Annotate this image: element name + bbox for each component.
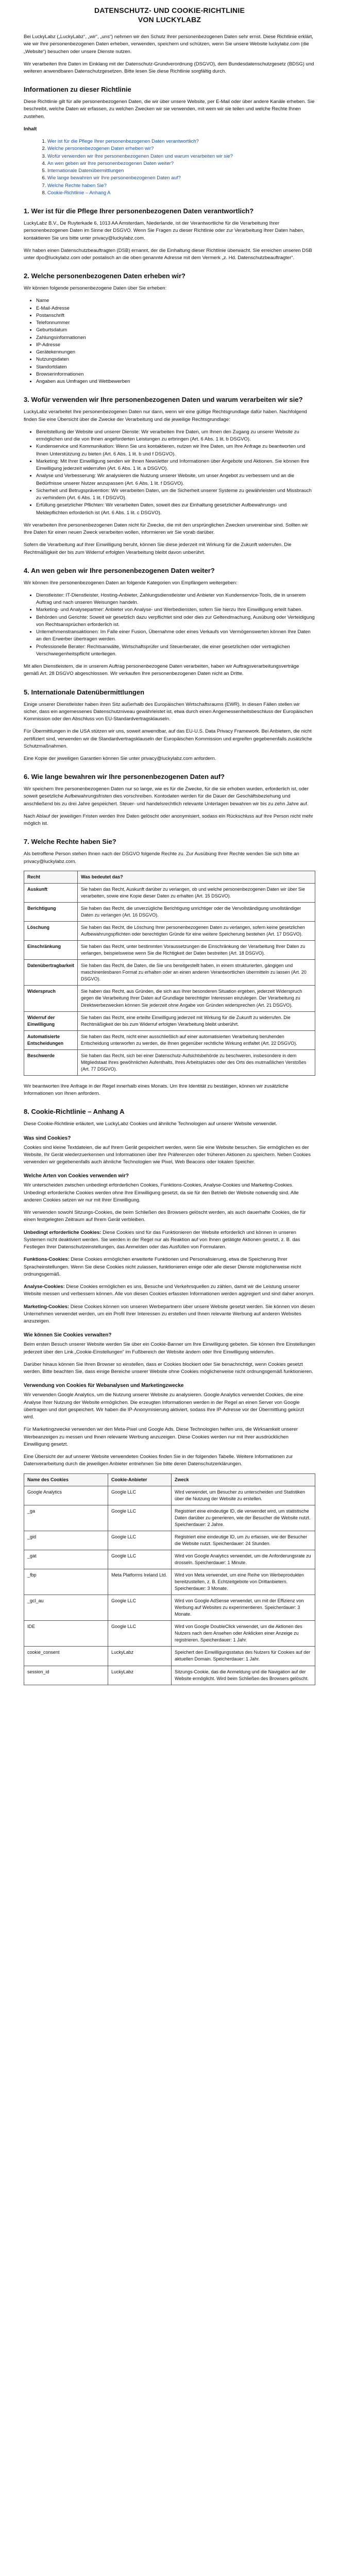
table-row bbox=[24, 986, 315, 1011]
section-4-text-2: Mit allen Dienstleistern, die in unserem Auftrag personenbezogene Daten verarbeiten, haben wir Auftragsverarbeitungsverträge gemäß Art. 28 DSGVO abgeschlossen. Wir verkaufen Ihre personenbezogenen Daten nicht an Dritte. bbox=[24, 664, 299, 677]
right-description: Sie haben das Recht, sich bei einer Datenschutz-Aufsichtsbehörde zu beschweren, insbesondere in dem Mitgliedstaat Ihres gewöhnlichen Aufenthalts, Ihres Arbeitsplatzes oder des Orts des mutmaßlichen Verstoßes (Art. 77 DSGVO). bbox=[78, 1049, 315, 1075]
cookie-tech-text-2: Für Marketingzwecke verwenden wir den Meta-Pixel und Google Ads. Diese Technologien helfen uns, die Wirksamkeit unserer Werbeanzeigen zu messen und Ihnen relevante Werbung anzuzeigen. Diese Cookies werden nur mit Ihrer ausdrücklichen Einwilligung gesetzt. bbox=[24, 1427, 298, 1447]
section-4-text: Wir können Ihre personenbezogenen Daten an folgende Kategorien von Empfängern weitergeben: bbox=[24, 580, 238, 586]
table-row bbox=[24, 1550, 315, 1569]
toc-link[interactable]: Wer ist für die Pflege Ihrer personenbezogenen Daten verantwortlich? bbox=[47, 139, 199, 145]
toc-item bbox=[47, 190, 315, 197]
cookie-provider: LuckyLabz bbox=[108, 1647, 172, 1666]
list-item: • Analyse und Verbesserung: Wir analysieren die Nutzung unserer Website, um unser Angebot zu verbessern und an die Bedürfnisse unserer Nutzer anzupassen (Art. 6 Abs. 1 lit. f DSGVO). bbox=[36, 472, 315, 487]
section-3-text: LuckyLabz verarbeitet Ihre personenbezogenen Daten nur dann, wenn wir eine gültige Rechtsgrundlage dafür haben. Nachfolgend finden Sie eine Übersicht über die Zwecke der Verarbeitung und die jeweilige Rechtsgrundlage: bbox=[24, 409, 307, 422]
cookie-tech-text: Wir verwenden Google Analytics, um die Nutzung unserer Website zu analysieren. Google Analytics verwendet Cookies, die eine Analyse Ihrer Nutzung der Website ermöglichen. Die erzeugten Informationen werden in der Regel an einen Server von Google übertragen und dort gespeichert. Wir haben die IP-Anonymisierung aktiviert, sodass Ihre IP-Adresse vor der Übermittlung gekürzt wird. bbox=[24, 1392, 304, 1420]
section-7-text: Als betroffene Person stehen Ihnen nach der DSGVO folgende Rechte zu. Zur Ausübung Ihrer Rechte wenden Sie sich bitte an privacy@luckylabz.com. bbox=[24, 851, 299, 865]
cookie-purpose: Speichert den Einwilligungsstatus des Nutzers für Cookies auf der aktuellen Domain. Speicherdauer: 1 Jahr. bbox=[172, 1647, 315, 1666]
right-description: Sie haben das Recht, nicht einer ausschließlich auf einer automatisierten Verarbeitung beruhenden Entscheidung unterworfen zu werden, die Ihnen gegenüber rechtliche Wirkung entfaltet (Art. 22 DSGVO). bbox=[78, 1030, 315, 1049]
toc-item bbox=[47, 175, 315, 182]
cookie-category-text: Diese Cookies ermöglichen erweiterte Funktionen und Personalisierung, etwa die Speicherung Ihrer Spracheinstellungen. Wenn Sie diese Cookies nicht zulassen, funktionieren einige oder alle dieser Dienste möglicherweise nicht ordnungsgemäß. bbox=[24, 1257, 301, 1277]
cookie-name: _fbp bbox=[24, 1569, 108, 1595]
toc-link[interactable]: Welche Rechte haben Sie? bbox=[47, 182, 107, 189]
cookie-category-text: Diese Cookies ermöglichen es uns, Besuche und Verkehrsquellen zu zählen, damit wir die Leistung unserer Website messen und verbessern können. Alle von diesen Cookies erfassten Informationen werden aggregiert und sind daher anonym. bbox=[24, 1284, 315, 1297]
section-6-heading: 6. Wie lange bewahren wir Ihre personenbezogenen Daten auf? bbox=[24, 773, 225, 781]
cookie-category bbox=[24, 1256, 315, 1278]
list-item: • Zahlungsinformationen bbox=[36, 334, 315, 342]
list-item: • Professionelle Berater: Rechtsanwälte, Wirtschaftsprüfer und Steuerberater, die einer gesetzlichen oder vertraglichen Verschwiegenheitspflicht unterliegen. bbox=[36, 643, 315, 658]
right-name: Widerspruch bbox=[24, 986, 78, 1011]
section-5-text-2: Für Übermittlungen in die USA stützen wir uns, soweit anwendbar, auf das EU-U.S. Data Privacy Framework. Bei Anbietern, die nicht zertifiziert sind, verwenden wir die Standardvertragsklauseln der Europäischen Kommission und ergreifen gegebenenfalls zusätzliche Schutzmaßnahmen. bbox=[24, 728, 312, 749]
list-item: • Standortdaten bbox=[36, 364, 315, 371]
table-row bbox=[24, 1505, 315, 1531]
right-name: Automatisierte Entscheidungen bbox=[24, 1030, 78, 1049]
list-item: • Marketing- und Analysepartner: Anbieter von Analyse- und Werbediensten, sofern Sie hierzu Ihre Einwilligung erteilt haben. bbox=[36, 606, 315, 614]
list-item: • Gerätekennungen bbox=[36, 349, 315, 356]
toc-link[interactable]: Welche personenbezogenen Daten erheben wir? bbox=[47, 146, 154, 152]
data-categories-list bbox=[24, 297, 315, 385]
list-item: • Nutzungsdaten bbox=[36, 356, 315, 363]
cookie-what-heading: Was sind Cookies? bbox=[24, 1135, 71, 1141]
right-description: Sie haben das Recht, unter bestimmten Voraussetzungen die Einschränkung der Verarbeitung Ihrer Daten zu verlangen, beispielsweise wenn Sie die Richtigkeit der Daten bestreiten (Art. 18 DSGVO). bbox=[78, 941, 315, 960]
section-3-heading: 3. Wofür verwenden wir Ihre personenbezogenen Daten und warum verarbeiten wir sie? bbox=[24, 396, 303, 404]
section-2-text: Wir können folgende personenbezogene Daten über Sie erheben: bbox=[24, 285, 167, 292]
table-row bbox=[24, 1621, 315, 1647]
cookie-purpose: Wird verwendet, um Besucher zu unterscheiden und Statistiken über die Nutzung der Website zu erstellen. bbox=[172, 1486, 315, 1505]
table-row bbox=[24, 883, 315, 902]
table-header-row bbox=[24, 871, 315, 883]
cookie-purpose: Registriert eine eindeutige ID, die verwendet wird, um statistische Daten darüber zu generieren, wie der Besucher die Website nutzt. Speicherdauer: 2 Jahre. bbox=[172, 1505, 315, 1531]
section-5-text: Einige unserer Dienstleister haben ihren Sitz außerhalb des Europäischen Wirtschaftsraums (EWR). In diesen Fällen stellen wir sicher, dass ein angemessenes Datenschutzniveau gewährleistet ist, etwa durch einen Angemessenheitsbeschluss der Europäischen Kommission oder den Abschluss von EU-Standardvertragsklauseln. bbox=[24, 701, 313, 722]
cookie-name: session_id bbox=[24, 1666, 108, 1685]
cookie-purpose: Registriert eine eindeutige ID, um zu erfassen, wie der Besucher die Website nutzt. Speicherdauer: 24 Stunden. bbox=[172, 1531, 315, 1550]
toc-item bbox=[47, 160, 315, 167]
list-item: • Behörden und Gerichte: Soweit wir gesetzlich dazu verpflichtet sind oder dies zur Geltendmachung, Ausübung oder Verteidigung von Rechtsansprüchen erforderlich ist. bbox=[36, 614, 315, 629]
right-name: Einschränkung bbox=[24, 941, 78, 960]
list-item: • Postanschrift bbox=[36, 312, 315, 319]
section-5-text-3: Eine Kopie der jeweiligen Garantien können Sie unter privacy@luckylabz.com anfordern. bbox=[24, 756, 216, 762]
section-3-text-3: Sofern die Verarbeitung auf Ihrer Einwilligung beruht, können Sie diese jederzeit mit Wirkung für die Zukunft widerrufen. Die Rechtmäßigkeit der bis zum Widerruf erfolgten Verarbeitung bleibt davon unberührt. bbox=[24, 542, 292, 555]
cookie-name: _ga bbox=[24, 1505, 108, 1531]
section-7-heading: 7. Welche Rechte haben Sie? bbox=[24, 838, 116, 846]
table-row bbox=[24, 922, 315, 941]
toc-item bbox=[47, 145, 315, 152]
list-item: • Dienstleister: IT-Dienstleister, Hosting-Anbieter, Zahlungsdienstleister und Anbieter von Kundenservice-Tools, die in unserem Auftrag und nach unseren Weisungen handeln. bbox=[36, 592, 315, 607]
table-row bbox=[24, 1647, 315, 1666]
list-item: • Marketing: Mit Ihrer Einwilligung senden wir Ihnen Newsletter und Informationen über Angebote und Aktionen. Sie können Ihre Einwilligung jederzeit widerrufen (Art. 6 Abs. 1 lit. a DSGVO). bbox=[36, 458, 315, 473]
cookie-category-label: Analyse-Cookies: bbox=[24, 1284, 65, 1290]
cookie-category-text: Diese Cookies sind für das Funktionieren der Website erforderlich und können in unseren Systemen nicht deaktiviert werden. Sie werden in der Regel nur als Reaktion auf von Ihnen getätigte Aktionen gesetzt, z. B. das Festlegen Ihrer Datenschutzeinstellungen, das Anmelden oder das Ausfüllen von Formularen. bbox=[24, 1229, 300, 1250]
right-name: Widerruf der Einwilligung bbox=[24, 1011, 78, 1030]
list-item: • Browserinformationen bbox=[36, 371, 315, 378]
cookie-name: cookie_consent bbox=[24, 1647, 108, 1666]
cookie-provider: Google LLC bbox=[108, 1505, 172, 1531]
cookie-name: _gcl_au bbox=[24, 1595, 108, 1621]
cookie-provider: Google LLC bbox=[108, 1531, 172, 1550]
cookie-purpose: Wird von Google AdSense verwendet, um mit der Effizienz von Werbung auf Websites zu experimentieren. Speicherdauer: 3 Monate. bbox=[172, 1595, 315, 1621]
cookie-provider: Meta Platforms Ireland Ltd. bbox=[108, 1569, 172, 1595]
table-row bbox=[24, 1595, 315, 1621]
section-6-text-2: Nach Ablauf der jeweiligen Fristen werden Ihre Daten gelöscht oder anonymisiert, sodass ein Rückschluss auf Ihre Person nicht mehr möglich ist. bbox=[24, 813, 313, 827]
cookie-name: IDE bbox=[24, 1621, 108, 1647]
toc-link[interactable]: Wie lange bewahren wir Ihre personenbezogenen Daten auf? bbox=[47, 175, 181, 181]
cookie-category-text: Diese Cookies können von unseren Werbepartnern über unsere Website gesetzt werden. Sie können von diesen Unternehmen verwendet werden, um ein Profil Ihrer Interessen zu erstellen und Ihnen relevante Werbung auf anderen Websites anzuzeigen. bbox=[24, 1303, 315, 1325]
intro-paragraph-2: Wir verarbeiten Ihre Daten im Einklang mit der Datenschutz-Grundverordnung (DSGVO), dem Bundesdatenschutzgesetz (BDSG) und weiteren anwendbaren Datenschutzgesetzen. Bitte lesen Sie diese Richtlinie sorgfältig durch. bbox=[24, 61, 314, 74]
page-title bbox=[24, 6, 315, 24]
list-item: • Telefonnummer bbox=[36, 319, 315, 327]
intro-paragraph-1: Bei LuckyLabz („LuckyLabz“, „wir“, „uns“) nehmen wir den Schutz Ihrer personenbezogenen Daten sehr ernst. Diese Richtlinie erklärt, wie wir Ihre personenbezogenen Daten erheben, verwenden, speichern und schützen, wenn Sie unsere Website luckylabz.com (die „Website“) besuchen oder unsere Dienste nutzen. bbox=[24, 34, 313, 55]
list-item: • E-Mail-Adresse bbox=[36, 305, 315, 312]
toc-item bbox=[47, 138, 315, 145]
toc-link[interactable]: Wofür verwenden wir Ihre personenbezogenen Daten und warum verarbeiten wir sie? bbox=[47, 153, 233, 159]
cookie-purpose: Sitzungs-Cookie, das die Anmeldung und die Navigation auf der Website ermöglicht. Wird beim Schließen des Browsers gelöscht. bbox=[172, 1666, 315, 1685]
cookie-provider: Google LLC bbox=[108, 1486, 172, 1505]
title-line-1: DATENSCHUTZ- UND COOKIE-RICHTLINIE bbox=[94, 6, 245, 14]
cookie-provider: LuckyLabz bbox=[108, 1666, 172, 1685]
table-header-cell: Was bedeutet das? bbox=[78, 871, 315, 883]
section-5-heading: 5. Internationale Datenübermittlungen bbox=[24, 688, 145, 696]
toc-link[interactable]: An wen geben wir Ihre personenbezogenen Daten weiter? bbox=[47, 160, 174, 166]
recipients-list bbox=[24, 592, 315, 658]
list-item: • Kundenservice und Kommunikation: Wenn Sie uns kontaktieren, nutzen wir Ihre Daten, um Ihre Anfrage zu beantworten und Ihnen Unterstützung zu bieten (Art. 6 Abs. 1 lit. b und f DSGVO). bbox=[36, 443, 315, 458]
right-description: Sie haben das Recht, die unverzügliche Berichtigung unrichtiger oder die Vervollständigung unvollständiger Daten zu verlangen (Art. 16 DSGVO). bbox=[78, 903, 315, 922]
toc-link[interactable]: Cookie-Richtlinie – Anhang A bbox=[47, 190, 111, 196]
table-row bbox=[24, 1569, 315, 1595]
cookie-types-text-2: Wir verwenden sowohl Sitzungs-Cookies, die beim Schließen des Browsers gelöscht werden, als auch dauerhafte Cookies, die für einen festgelegten Zeitraum auf Ihrem Gerät verbleiben. bbox=[24, 1210, 306, 1223]
right-name: Löschung bbox=[24, 922, 78, 941]
list-item: • Name bbox=[36, 297, 315, 304]
table-row bbox=[24, 1531, 315, 1550]
cookie-types-text: Wir unterscheiden zwischen unbedingt erforderlichen Cookies, Funktions-Cookies, Analyse-Cookies und Marketing-Cookies. Unbedingt erforderliche Cookies werden ohne Ihre Einwilligung gesetzt, da sie für den Betrieb der Website notwendig sind. Alle anderen Cookies setzen wir nur mit Ihrer Einwilligung. bbox=[24, 1182, 299, 1203]
table-row bbox=[24, 960, 315, 986]
title-line-2: VON LUCKYLABZ bbox=[138, 15, 201, 24]
right-description: Sie haben das Recht, die Daten, die Sie uns bereitgestellt haben, in einem strukturierten, gängigen und maschinenlesbaren Format zu erhalten oder an einen anderen Verantwortlichen übermitteln zu lassen (Art. 20 DSGVO). bbox=[78, 960, 315, 986]
table-row bbox=[24, 1011, 315, 1030]
cookies-table bbox=[24, 1473, 315, 1685]
section-4-heading: 4. An wen geben wir Ihre personenbezogenen Daten weiter? bbox=[24, 566, 215, 574]
cookie-overview-text: Eine Übersicht der auf unserer Website verwendeten Cookies finden Sie in der folgenden Tabelle. Weitere Informationen zur Datenverarbeitung durch die jeweiligen Anbieter entnehmen Sie bitte deren Datenschutzerklärungen. bbox=[24, 1454, 293, 1467]
cookie-what-text: Cookies sind kleine Textdateien, die auf Ihrem Gerät gespeichert werden, wenn Sie eine Website besuchen. Sie ermöglichen es der Website, Ihr Gerät wiederzuerkennen und Informationen über Ihre Präferenzen oder früheren Aktionen zu speichern. Neben Cookies verwenden wir gegebenenfalls auch ähnliche Technologien wie Pixel, Web Beacons oder lokalen Speicher. bbox=[24, 1144, 311, 1165]
table-row bbox=[24, 903, 315, 922]
section-2-heading: 2. Welche personenbezogenen Daten erheben wir? bbox=[24, 272, 185, 280]
table-header-cell: Cookie-Anbieter bbox=[108, 1473, 172, 1486]
cookie-category-label: Funktions-Cookies: bbox=[24, 1257, 70, 1263]
list-item: • Unternehmenstransaktionen: Im Falle einer Fusion, Übernahme oder eines Verkaufs von Vermögenswerten können Ihre Daten an den Erwerber übertragen werden. bbox=[36, 629, 315, 643]
cookie-category-label: Unbedingt erforderliche Cookies: bbox=[24, 1229, 101, 1235]
cookie-purpose: Wird von Google Analytics verwendet, um die Anforderungsrate zu drosseln. Speicherdauer: 1 Minute. bbox=[172, 1550, 315, 1569]
toc-item bbox=[47, 182, 315, 190]
cookie-provider: Google LLC bbox=[108, 1621, 172, 1647]
list-item: • Bereitstellung der Website und unserer Dienste: Wir verarbeiten Ihre Daten, um Ihnen den Zugang zu unserer Website zu ermöglichen und die von Ihnen angeforderten Leistungen zu erbringen (Art. 6 Abs. 1 lit. b DSGVO). bbox=[36, 429, 315, 444]
section-1-text: LuckyLabz B.V., De Ruyterkade 6, 1013 AA Amsterdam, Niederlande, ist der Verantwortliche für die Verarbeitung Ihrer personenbezogenen Daten im Sinne der DSGVO. Wenn Sie Fragen zu dieser Richtlinie oder zur Verarbeitung Ihrer Daten haben, kontaktieren Sie uns bitte unter privacy@luckylabz.com. bbox=[24, 221, 304, 241]
right-description: Sie haben das Recht, Auskunft darüber zu verlangen, ob und welche personenbezogenen Daten wir über Sie verarbeiten, sowie eine Kopie dieser Daten zu erhalten (Art. 15 DSGVO). bbox=[78, 883, 315, 902]
table-header-row bbox=[24, 1473, 315, 1486]
table-row bbox=[24, 941, 315, 960]
table-row bbox=[24, 1486, 315, 1505]
cookie-purpose: Wird von Meta verwendet, um eine Reihe von Werbeprodukten bereitzustellen, z. B. Echtzeitgebote von Drittanbietern. Speicherdauer: 3 Monate. bbox=[172, 1569, 315, 1595]
cookie-intro: Diese Cookie-Richtlinie erläutert, wie LuckyLabz Cookies und ähnliche Technologien auf unserer Website verwendet. bbox=[24, 1121, 277, 1127]
cookie-manage-heading: Wie können Sie Cookies verwalten? bbox=[24, 1332, 112, 1338]
cookie-category bbox=[24, 1303, 315, 1326]
table-header-cell: Name des Cookies bbox=[24, 1473, 108, 1486]
cookie-purpose: Wird von Google DoubleClick verwendet, um die Aktionen des Nutzers nach dem Ansehen oder Anklicken einer Anzeige zu registrieren. Speicherdauer: 1 Jahr. bbox=[172, 1621, 315, 1647]
right-name: Berichtigung bbox=[24, 903, 78, 922]
section-1-heading: 1. Wer ist für die Pflege Ihrer personenbezogenen Daten verantwortlich? bbox=[24, 207, 254, 215]
overview-heading: Informationen zu dieser Richtlinie bbox=[24, 86, 131, 94]
right-description: Sie haben das Recht, die Löschung Ihrer personenbezogenen Daten zu verlangen, sofern keine gesetzlichen Aufbewahrungspflichten oder berechtigten Gründe für eine weitere Speicherung bestehen (Art. 17 DSGVO). bbox=[78, 922, 315, 941]
list-item: • IP-Adresse bbox=[36, 342, 315, 349]
list-item: • Geburtsdatum bbox=[36, 327, 315, 334]
right-name: Beschwerde bbox=[24, 1049, 78, 1075]
cookie-category bbox=[24, 1229, 315, 1251]
right-name: Auskunft bbox=[24, 883, 78, 902]
toc-label: Inhalt bbox=[24, 126, 37, 132]
cookie-name: _gid bbox=[24, 1531, 108, 1550]
list-item: • Angaben aus Umfragen und Wettbewerben bbox=[36, 378, 315, 385]
table-row bbox=[24, 1666, 315, 1685]
right-description: Sie haben das Recht, aus Gründen, die sich aus Ihrer besonderen Situation ergeben, jederzeit Widerspruch gegen die Verarbeitung Ihrer Daten auf Grundlage berechtigter Interessen einzulegen. Der Verarbeitung zu Direktwerbezwecken können Sie jederzeit ohne Angabe von Gründen widersprechen (Art. 21 DSGVO). bbox=[78, 986, 315, 1011]
list-item: • Sicherheit und Betrugsprävention: Wir verarbeiten Daten, um die Sicherheit unserer Systeme zu gewährleisten und Missbrauch zu verhindern (Art. 6 Abs. 1 lit. f DSGVO). bbox=[36, 487, 315, 502]
section-3-text-2: Wir verarbeiten Ihre personenbezogenen Daten nicht für Zwecke, die mit den ursprünglichen Zwecken unvereinbar sind. Sollten wir Ihre Daten für einen neuen Zweck verarbeiten wollen, informieren wir Sie vorab darüber. bbox=[24, 522, 308, 536]
section-8-heading: 8. Cookie-Richtlinie – Anhang A bbox=[24, 1108, 125, 1116]
toc-link[interactable]: Internationale Datenübermittlungen bbox=[47, 168, 124, 174]
rights-table bbox=[24, 871, 315, 1076]
cookie-manage-text: Beim ersten Besuch unserer Website werden Sie über ein Cookie-Banner um Ihre Einwilligung gebeten. Sie können Ihre Einstellungen jederzeit über den Link „Cookie-Einstellungen“ im Fußbereich der Website ändern oder Ihre Einwilligung widerrufen. bbox=[24, 1342, 315, 1355]
cookie-category bbox=[24, 1283, 315, 1298]
cookie-name: Google Analytics bbox=[24, 1486, 108, 1505]
cookie-category-label: Marketing-Cookies: bbox=[24, 1303, 70, 1310]
toc-item bbox=[47, 167, 315, 175]
table-row bbox=[24, 1049, 315, 1075]
right-description: Sie haben das Recht, eine erteilte Einwilligung jederzeit mit Wirkung für die Zukunft zu widerrufen. Die Rechtmäßigkeit der bis zum Widerruf erfolgten Verarbeitung bleibt unberührt. bbox=[78, 1011, 315, 1030]
list-item: • Erfüllung gesetzlicher Pflichten: Wir verarbeiten Daten, soweit dies zur Einhaltung gesetzlicher Aufbewahrungs- und Meldepflichten erforderlich ist (Art. 6 Abs. 1 lit. c DSGVO). bbox=[36, 502, 315, 517]
purposes-list bbox=[24, 429, 315, 517]
table-of-contents bbox=[24, 138, 315, 197]
cookie-types-heading: Welche Arten von Cookies verwenden wir? bbox=[24, 1173, 129, 1179]
table-row bbox=[24, 1030, 315, 1049]
section-1-text-2: Wir haben einen Datenschutzbeauftragten (DSB) ernannt, der die Einhaltung dieser Richtlinie überwacht. Sie erreichen unseren DSB unter dpo@luckylabz.com oder postalisch an die oben genannte Adresse mit dem Vermerk „z. Hd. Datenschutzbeauftragter“. bbox=[24, 247, 312, 261]
toc-item bbox=[47, 153, 315, 160]
cookie-tech-heading: Verwendung von Cookies für Webanalysen und Marketingzwecke bbox=[24, 1383, 184, 1389]
cookie-manage-text-2: Darüber hinaus können Sie Ihren Browser so einstellen, dass er Cookies blockiert oder Sie benachrichtigt, wenn Cookies gesetzt werden. Bitte beachten Sie, dass einige Bereiche unserer Website ohne Cookies möglicherweise nicht ordnungsgemäß funktionieren. bbox=[24, 1361, 313, 1375]
overview-text: Diese Richtlinie gilt für alle personenbezogenen Daten, die wir über unsere Website, per E-Mail oder über andere Kanäle erheben. Sie beschreibt, welche Daten wir erfassen, zu welchen Zwecken wir sie verwenden, mit wem wir sie teilen und welche Rechte Ihnen zustehen. bbox=[24, 99, 315, 120]
table-header-cell: Zweck bbox=[172, 1473, 315, 1486]
table-header-cell: Recht bbox=[24, 871, 78, 883]
right-name: Datenübertragbarkeit bbox=[24, 960, 78, 986]
section-7-text-2: Wir beantworten Ihre Anfrage in der Regel innerhalb eines Monats. Um Ihre Identität zu bestätigen, können wir zusätzliche Informationen von Ihnen anfordern. bbox=[24, 1083, 289, 1097]
section-6-text: Wir speichern Ihre personenbezogenen Daten nur so lange, wie es für die Zwecke, für die sie erhoben wurden, erforderlich ist, oder soweit gesetzliche Aufbewahrungsfristen dies vorschreiben. Kontodaten werden für die Dauer der Geschäftsbeziehung und anschließend bis zu drei Jahre gespeichert. Steuer- und handelsrechtlich relevante Unterlagen bewahren wir bis zu zehn Jahre auf. bbox=[24, 786, 309, 807]
cookie-provider: Google LLC bbox=[108, 1595, 172, 1621]
cookie-name: _gat bbox=[24, 1550, 108, 1569]
cookie-provider: Google LLC bbox=[108, 1550, 172, 1569]
